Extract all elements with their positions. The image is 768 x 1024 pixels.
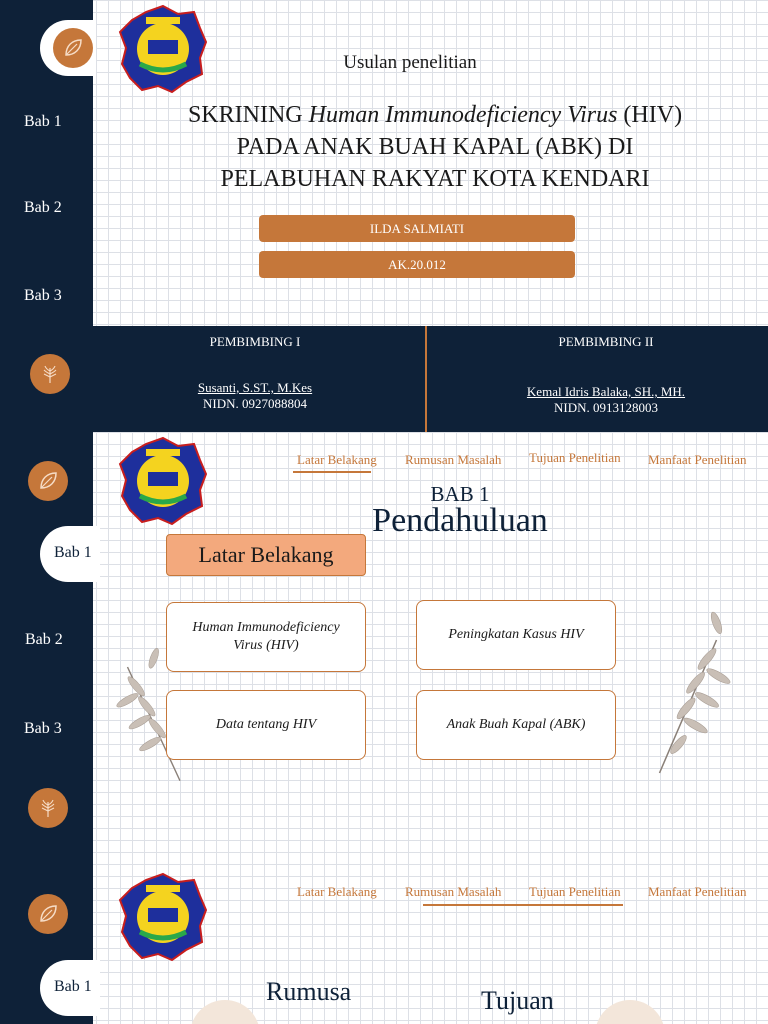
advisor-1-name: Susanti, S.ST., M.Kes [197,380,313,395]
rumusan-slide [0,864,768,1024]
author-name-badge: ILDA SALMIATI [259,215,575,242]
wheat-icon [30,354,70,394]
sidebar-item-bab3[interactable]: Bab 3 [24,287,62,304]
sidebar-item-bab2[interactable]: Bab 2 [25,631,63,648]
bab-label: BAB 1 [430,482,490,506]
leaf-icon [28,461,68,501]
divider [425,326,427,432]
topic-box-peningkatan[interactable]: Peningkatan Kasus HIV [416,600,616,670]
sidebar-item-bab2[interactable]: Bab 2 [24,199,62,216]
title-slide [0,0,768,326]
latar-belakang-button[interactable]: Latar Belakang [166,534,366,576]
title-part1: SKRINING [187,102,309,128]
author-id-badge: AK.20.012 [259,251,575,278]
advisor-1-nidn: NIDN. 0927088804 [203,396,307,411]
advisor-2-nidn: NIDN. 0913128003 [554,400,658,415]
nav-tujuan-penelitian[interactable]: Tujuan Penelitian [529,884,621,899]
sidebar-item-bab1[interactable]: Bab 1 [40,526,100,582]
nav-rumusan-masalah[interactable]: Rumusan Masalah [405,452,502,467]
topic-box-data[interactable]: Data tentang HIV [166,690,366,760]
nav-latar-belakang[interactable]: Latar Belakang [297,884,377,899]
title-italic: Human Immunodeficiency Virus [308,102,618,128]
pendahuluan-slide [0,432,768,864]
section-heading: Pendahuluan [372,502,548,539]
decor-circle-right [595,1000,665,1024]
advisor-2 [480,334,732,416]
logo-emblem [118,436,208,526]
page-title [140,99,730,195]
nav-latar-belakang[interactable]: Latar Belakang [297,452,377,467]
decor-circle-left [190,1000,260,1024]
topic-box-hiv[interactable]: Human Immunodeficiency Virus (HIV) [166,602,366,672]
subtitle: Usulan penelitian [343,52,477,73]
advisor-2-role: PEMBIMBING II [558,334,654,349]
advisor-1-role: PEMBIMBING I [209,334,301,349]
advisor-2-name: Kemal Idris Balaka, SH., MH. [526,384,686,399]
title-line3: PELABUHAN RAKYAT KOTA KENDARI [220,166,650,192]
wheat-decoration-right [645,602,750,792]
topic-box-abk[interactable]: Anak Buah Kapal (ABK) [416,690,616,760]
logo-emblem [118,4,208,94]
title-part2: (HIV) [617,102,683,128]
nav-manfaat-penelitian[interactable]: Manfaat Penelitian [648,452,747,467]
nav-active-underline [423,904,623,906]
nav-tujuan-penelitian[interactable]: Tujuan Penelitian [529,450,621,465]
nav-rumusan-masalah[interactable]: Rumusan Masalah [405,884,502,899]
leaf-icon [53,28,93,68]
wheat-icon [28,788,68,828]
advisor-1 [140,334,370,412]
sidebar-item-bab3[interactable]: Bab 3 [24,720,62,737]
nav-manfaat-penelitian[interactable]: Manfaat Penelitian [648,884,747,899]
title-line2: PADA ANAK BUAH KAPAL (ABK) DI [236,134,634,160]
advisor-strip [0,326,768,432]
sidebar-item-bab1[interactable]: Bab 1 [40,960,100,1016]
logo-emblem [118,872,208,962]
partial-heading-rumusan: Rumusa [266,977,352,1006]
leaf-icon [28,894,68,934]
partial-heading-tujuan: Tujuan [481,986,554,1015]
nav-active-underline [293,471,371,473]
sidebar-item-bab1[interactable]: Bab 1 [24,113,62,130]
